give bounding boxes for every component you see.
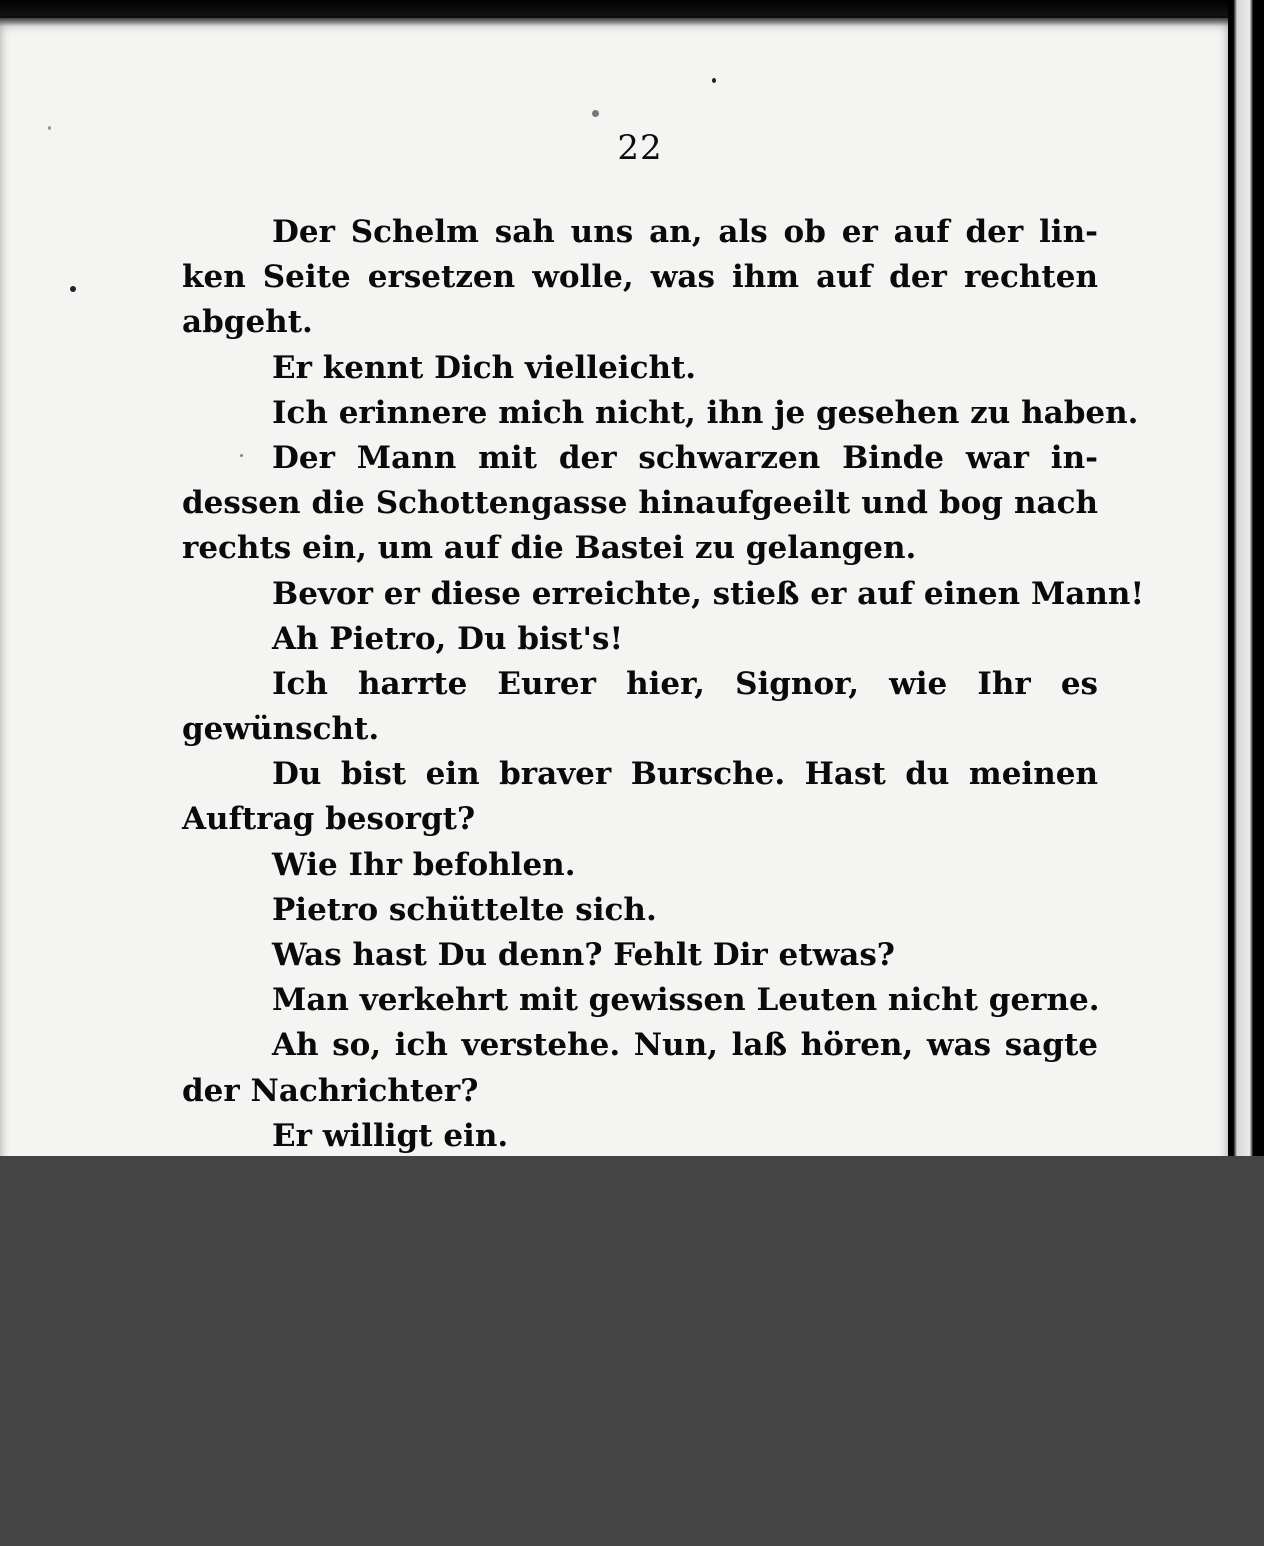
text-line: Ich erinnere mich nicht, ihn je gesehen zu haben.: [272, 394, 1139, 431]
text-line: rechts ein, um auf die Bastei zu gelangen.: [182, 530, 917, 567]
text-line: Ah Pietro, Du bist's!: [272, 620, 624, 657]
text-line: Ah so, ich verstehe. Nun, laß hören, was sagte: [272, 1027, 1098, 1064]
scan-cutoff-band: [0, 1156, 1264, 1546]
text-line: der Nachrichter?: [182, 1072, 479, 1109]
body-text: [182, 210, 1145, 1204]
text-line: Der Schelm sah uns an, als ob er auf der lin-: [272, 214, 1098, 250]
text-line: Was hast Du denn? Fehlt Dir etwas?: [272, 937, 895, 973]
print-speck: [592, 110, 599, 117]
text-line: ken Seite ersetzen wolle, was ihm auf der rechten: [182, 259, 1098, 296]
text-line: Ich harrte Eurer hier, Signor, wie Ihr es: [272, 665, 1098, 702]
text-line: abgeht.: [182, 304, 313, 341]
text-line: gewünscht.: [182, 711, 380, 748]
print-speck: [712, 78, 716, 83]
text-line: Pietro schüttelte sich.: [272, 891, 657, 928]
page-number: 22: [617, 128, 663, 168]
page-top-shadow: [0, 0, 1264, 26]
text-line: dessen die Schottengasse hinaufgeeilt und bog nach: [182, 485, 1098, 522]
text-line: Er kennt Dich vielleicht.: [272, 349, 697, 386]
text-line: Bevor er diese erreichte, stieß er auf einen Mann!: [272, 575, 1145, 612]
text-line: Er willigt ein.: [272, 1117, 509, 1154]
text-line: Der Mann mit der schwarzen Binde war in-: [272, 439, 1098, 476]
text-line: Auftrag besorgt?: [182, 801, 476, 838]
print-speck: [70, 286, 76, 292]
text-line: Man verkehrt mit gewissen Leuten nicht gerne.: [272, 982, 1100, 1019]
text-line: Wie Ihr befohlen.: [272, 846, 576, 883]
adjacent-page-edge: [1228, 0, 1264, 1200]
text-line: Du bist ein braver Bursche. Hast du meinen: [272, 756, 1098, 793]
